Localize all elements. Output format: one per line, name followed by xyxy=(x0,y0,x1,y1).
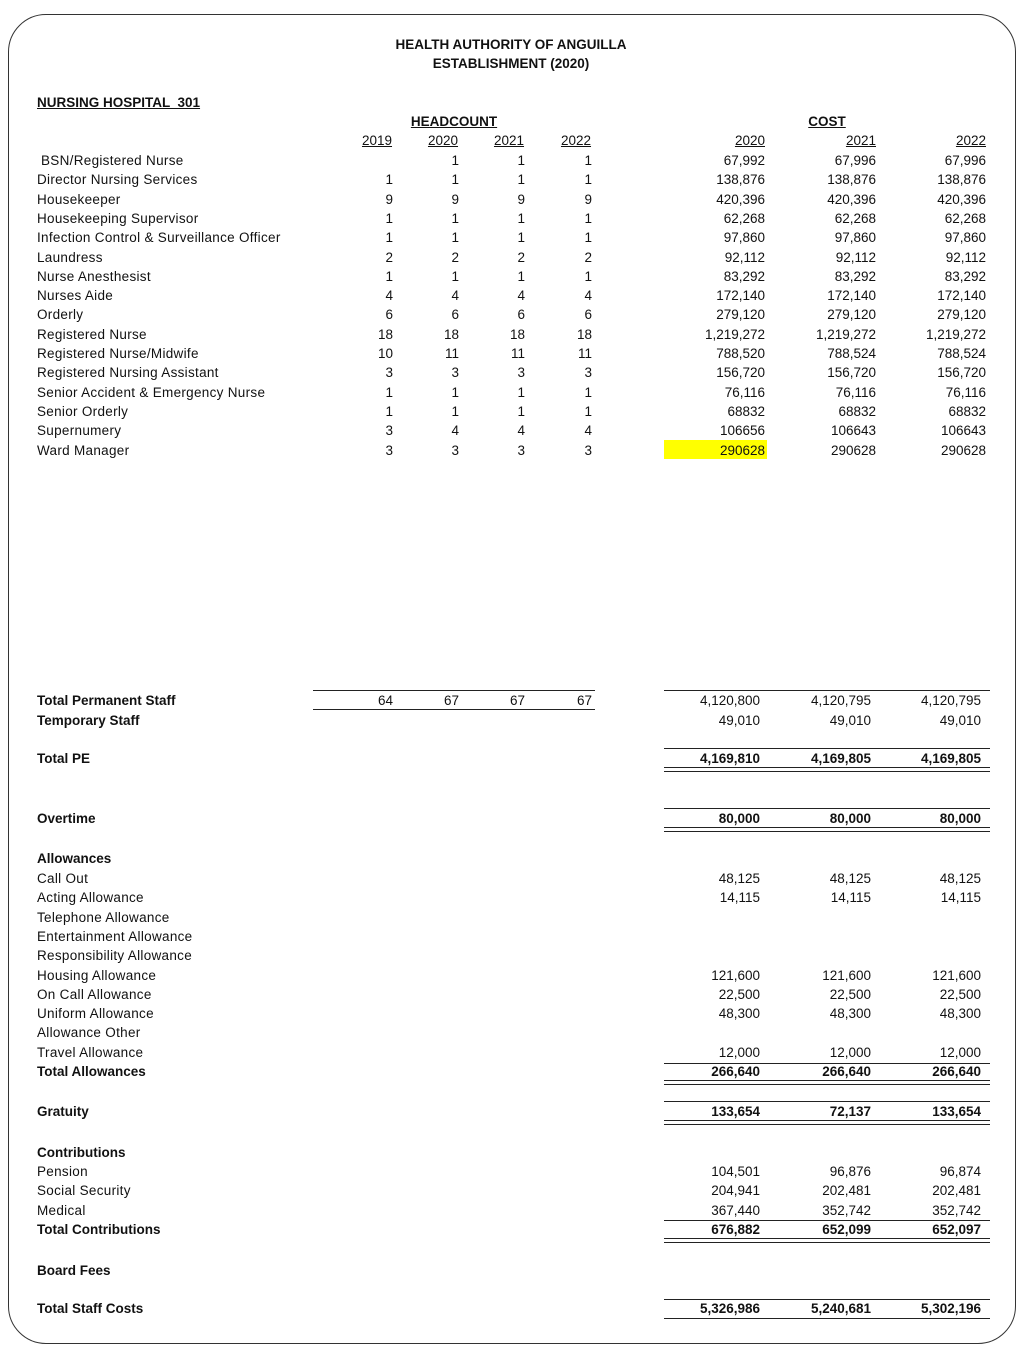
temporary-staff-label: Temporary Staff xyxy=(37,713,140,728)
allowance-label: Housing Allowance xyxy=(37,967,157,983)
row-cost: 290628 xyxy=(940,442,986,458)
allowance-cost: 22,500 xyxy=(718,986,760,1002)
row-cost: 67,996 xyxy=(944,153,986,168)
total-staff-costs-cost: 5,240,681 xyxy=(810,1301,871,1316)
overtime-cost: 80,000 xyxy=(939,811,981,826)
row-cost: 106643 xyxy=(830,423,876,439)
row-label: Ward Manager xyxy=(37,442,130,458)
row-cost: 106643 xyxy=(940,423,986,439)
allowance-cost: 48,300 xyxy=(829,1006,871,1022)
row-cost: 156,720 xyxy=(827,365,876,381)
row-cost: 62,268 xyxy=(834,210,876,226)
row-label: Nurse Anesthesist xyxy=(37,268,151,284)
row-headcount: 1 xyxy=(517,210,525,226)
row-headcount: 1 xyxy=(451,153,459,168)
row-headcount: 4 xyxy=(517,423,525,439)
row-headcount: 3 xyxy=(385,442,393,458)
total-allowances-cost: 266,640 xyxy=(711,1064,760,1079)
double-rule xyxy=(664,1238,990,1243)
row-headcount: 1 xyxy=(385,268,393,284)
total-permanent-hc: 67 xyxy=(576,693,592,708)
total-contributions-cost: 652,097 xyxy=(932,1222,981,1237)
temporary-staff-cost: 49,010 xyxy=(718,713,760,728)
row-label: Nurses Aide xyxy=(37,288,114,304)
row-cost: 279,120 xyxy=(937,307,986,323)
contribution-cost: 96,874 xyxy=(939,1164,981,1179)
row-headcount: 11 xyxy=(510,346,525,361)
allowance-cost: 48,125 xyxy=(829,871,871,886)
document-subtitle: ESTABLISHMENT (2020) xyxy=(432,56,590,71)
allowance-label: Responsibility Allowance xyxy=(37,948,193,964)
headcount-year-2022: 2022 xyxy=(560,133,592,148)
allowance-cost: 12,000 xyxy=(718,1044,760,1060)
board-fees-label: Board Fees xyxy=(37,1263,111,1278)
row-headcount: 1 xyxy=(385,230,393,246)
row-cost: 788,520 xyxy=(716,346,765,361)
row-headcount: 1 xyxy=(584,403,592,419)
row-headcount: 6 xyxy=(517,307,525,323)
allowance-cost: 14,115 xyxy=(719,890,760,906)
overtime-label: Overtime xyxy=(37,811,96,826)
cost-heading: COST xyxy=(808,114,846,129)
allowance-label: Telephone Allowance xyxy=(37,909,170,925)
row-cost: 92,112 xyxy=(835,249,876,265)
allowance-label: Call Out xyxy=(37,871,89,886)
total-contributions-label: Total Contributions xyxy=(37,1222,161,1237)
row-headcount: 4 xyxy=(584,423,592,439)
row-cost: 97,860 xyxy=(944,230,986,246)
row-headcount: 9 xyxy=(517,191,525,207)
row-headcount: 1 xyxy=(451,230,459,246)
total-permanent-cost: 4,120,800 xyxy=(699,693,760,708)
contribution-cost: 202,481 xyxy=(822,1183,871,1199)
row-cost: 97,860 xyxy=(834,230,876,246)
allowance-label: Uniform Allowance xyxy=(37,1006,154,1022)
temporary-staff-cost: 49,010 xyxy=(939,713,981,728)
row-cost: 62,268 xyxy=(723,210,765,226)
row-headcount: 1 xyxy=(584,153,592,168)
overtime-cost: 80,000 xyxy=(718,811,760,826)
row-headcount: 1 xyxy=(517,268,525,284)
section-title: NURSING HOSPITAL 301 xyxy=(37,95,201,110)
document-title: HEALTH AUTHORITY OF ANGUILLA xyxy=(395,37,627,52)
cost-year-2021: 2021 xyxy=(845,133,876,148)
row-headcount: 3 xyxy=(451,365,459,381)
total-permanent-hc: 67 xyxy=(443,693,459,708)
row-headcount: 1 xyxy=(385,172,393,188)
row-headcount: 1 xyxy=(517,384,525,400)
gratuity-cost: 133,654 xyxy=(711,1104,760,1119)
row-headcount: 1 xyxy=(584,230,592,246)
contribution-label: Medical xyxy=(37,1202,86,1218)
row-cost: 138,876 xyxy=(937,172,986,188)
allowances-heading: Allowances xyxy=(37,851,112,866)
row-cost: 1,219,272 xyxy=(815,326,876,342)
row-headcount: 3 xyxy=(451,442,459,458)
row-headcount: 1 xyxy=(385,384,393,400)
total-allowances-cost: 266,640 xyxy=(932,1064,981,1079)
row-cost: 420,396 xyxy=(937,191,986,207)
contribution-cost: 96,876 xyxy=(829,1164,871,1179)
rule xyxy=(664,1220,990,1221)
total-allowances-cost: 266,640 xyxy=(822,1064,871,1079)
gratuity-cost: 72,137 xyxy=(829,1104,871,1119)
row-headcount: 1 xyxy=(385,403,393,419)
allowance-cost: 48,125 xyxy=(718,871,760,886)
row-headcount: 3 xyxy=(517,442,525,458)
row-cost: 172,140 xyxy=(716,288,765,304)
row-headcount: 4 xyxy=(385,288,393,304)
row-headcount: 18 xyxy=(509,326,525,342)
row-headcount: 4 xyxy=(451,288,459,304)
row-cost: 76,116 xyxy=(835,384,876,400)
allowance-label: Allowance Other xyxy=(37,1025,141,1041)
row-headcount: 2 xyxy=(451,249,459,265)
cost-year-2020: 2020 xyxy=(734,133,765,148)
total-permanent-label: Total Permanent Staff xyxy=(37,693,176,708)
overtime-cost: 80,000 xyxy=(829,811,871,826)
row-headcount: 10 xyxy=(377,346,393,361)
row-headcount: 2 xyxy=(584,249,592,265)
row-cost: 83,292 xyxy=(834,268,876,284)
total-staff-costs-cost: 5,302,196 xyxy=(920,1301,981,1316)
row-cost: 420,396 xyxy=(827,191,876,207)
row-headcount: 3 xyxy=(385,365,393,381)
row-headcount: 1 xyxy=(385,210,393,226)
rule xyxy=(664,1318,990,1319)
row-label: Senior Orderly xyxy=(37,403,129,419)
row-headcount: 18 xyxy=(576,326,592,342)
allowance-label: Acting Allowance xyxy=(37,890,144,906)
rule xyxy=(664,1299,990,1300)
rule xyxy=(664,1101,990,1102)
allowance-cost: 48,125 xyxy=(939,871,981,886)
headcount-heading: HEADCOUNT xyxy=(410,114,498,129)
allowance-cost: 12,000 xyxy=(829,1044,871,1060)
contributions-heading: Contributions xyxy=(37,1145,126,1160)
allowance-label: Travel Allowance xyxy=(37,1044,144,1060)
row-headcount: 11 xyxy=(444,346,459,361)
row-headcount: 9 xyxy=(451,191,459,207)
allowance-cost: 48,300 xyxy=(939,1006,981,1022)
row-headcount: 3 xyxy=(517,365,525,381)
row-label: Director Nursing Services xyxy=(37,172,198,188)
total-pe-cost: 4,169,805 xyxy=(920,751,981,766)
row-headcount: 18 xyxy=(443,326,459,342)
total-permanent-hc: 67 xyxy=(509,693,525,708)
double-rule xyxy=(664,1120,990,1125)
cost-year-2022: 2022 xyxy=(955,133,986,148)
row-label: Registered Nurse/Midwife xyxy=(37,346,199,361)
allowance-cost: 121,600 xyxy=(711,967,760,983)
row-cost: 279,120 xyxy=(827,307,876,323)
row-headcount: 1 xyxy=(584,210,592,226)
contribution-label: Social Security xyxy=(37,1183,131,1199)
row-label: Housekeeping Supervisor xyxy=(37,210,199,226)
gratuity-label: Gratuity xyxy=(37,1104,89,1119)
row-cost: 106656 xyxy=(719,423,765,439)
row-headcount: 1 xyxy=(451,403,459,419)
double-rule xyxy=(664,767,990,772)
contribution-cost: 352,742 xyxy=(822,1202,871,1218)
total-permanent-hc: 64 xyxy=(377,693,393,708)
row-cost: 156,720 xyxy=(716,365,765,381)
row-cost: 172,140 xyxy=(827,288,876,304)
row-headcount: 6 xyxy=(451,307,459,323)
row-headcount: 2 xyxy=(385,249,393,265)
contribution-label: Pension xyxy=(37,1164,88,1179)
row-headcount: 11 xyxy=(577,346,592,361)
row-cost: 290628 xyxy=(719,442,765,458)
row-cost: 76,116 xyxy=(945,384,986,400)
row-cost: 138,876 xyxy=(716,172,765,188)
row-cost: 67,992 xyxy=(723,153,765,168)
row-headcount: 3 xyxy=(584,442,592,458)
row-cost: 67,996 xyxy=(834,153,876,168)
row-headcount: 1 xyxy=(584,172,592,188)
row-cost: 788,524 xyxy=(937,346,986,361)
row-headcount: 1 xyxy=(517,230,525,246)
total-pe-label: Total PE xyxy=(37,751,91,766)
row-headcount: 18 xyxy=(377,326,393,342)
row-headcount: 1 xyxy=(584,384,592,400)
allowance-cost: 22,500 xyxy=(939,986,981,1002)
row-cost: 788,524 xyxy=(827,346,876,361)
row-cost: 97,860 xyxy=(723,230,765,246)
row-headcount: 1 xyxy=(451,384,459,400)
row-cost: 279,120 xyxy=(716,307,765,323)
row-label: Registered Nursing Assistant xyxy=(37,365,219,381)
row-cost: 76,116 xyxy=(724,384,765,400)
row-headcount: 4 xyxy=(584,288,592,304)
contribution-cost: 352,742 xyxy=(932,1202,981,1218)
contribution-cost: 204,941 xyxy=(711,1183,760,1199)
row-headcount: 1 xyxy=(451,210,459,226)
temporary-staff-cost: 49,010 xyxy=(829,713,871,728)
row-headcount: 6 xyxy=(584,307,592,323)
allowance-label: On Call Allowance xyxy=(37,986,152,1002)
row-headcount: 1 xyxy=(584,268,592,284)
row-label: Registered Nurse xyxy=(37,326,147,342)
row-cost: 138,876 xyxy=(827,172,876,188)
row-label: Housekeeper xyxy=(37,191,121,207)
row-headcount: 1 xyxy=(517,403,525,419)
row-cost: 156,720 xyxy=(937,365,986,381)
row-headcount: 3 xyxy=(385,423,393,439)
row-cost: 83,292 xyxy=(944,268,986,284)
allowance-cost: 121,600 xyxy=(932,967,981,983)
row-headcount: 9 xyxy=(584,191,592,207)
total-contributions-cost: 676,882 xyxy=(711,1222,760,1237)
contribution-cost: 367,440 xyxy=(711,1202,760,1218)
row-headcount: 1 xyxy=(451,268,459,284)
row-cost: 420,396 xyxy=(716,191,765,207)
row-cost: 68832 xyxy=(838,403,876,419)
row-cost: 68832 xyxy=(948,403,986,419)
row-cost: 83,292 xyxy=(723,268,765,284)
row-label: Orderly xyxy=(37,307,84,323)
row-cost: 92,112 xyxy=(724,249,765,265)
double-rule xyxy=(664,1080,990,1085)
row-label: Infection Control & Surveillance Officer xyxy=(37,230,281,246)
headcount-year-2019: 2019 xyxy=(361,133,393,148)
row-headcount: 2 xyxy=(517,249,525,265)
allowance-cost: 121,600 xyxy=(822,967,871,983)
rule xyxy=(664,808,990,809)
row-cost: 92,112 xyxy=(945,249,986,265)
gratuity-cost: 133,654 xyxy=(932,1104,981,1119)
row-headcount: 4 xyxy=(451,423,459,439)
total-permanent-cost: 4,120,795 xyxy=(810,693,871,708)
total-permanent-cost: 4,120,795 xyxy=(920,693,981,708)
total-allowances-label: Total Allowances xyxy=(37,1064,146,1079)
headcount-year-2020: 2020 xyxy=(427,133,459,148)
row-headcount: 6 xyxy=(385,307,393,323)
contribution-cost: 104,501 xyxy=(711,1164,760,1179)
row-headcount: 1 xyxy=(517,172,525,188)
row-headcount: 1 xyxy=(451,172,459,188)
allowance-cost: 14,115 xyxy=(830,890,871,906)
total-staff-costs-label: Total Staff Costs xyxy=(37,1301,144,1316)
total-contributions-cost: 652,099 xyxy=(822,1222,871,1237)
row-cost: 290628 xyxy=(830,442,876,458)
rule xyxy=(664,748,990,749)
rule xyxy=(313,709,595,710)
row-label: Supernumery xyxy=(37,423,122,439)
row-cost: 62,268 xyxy=(944,210,986,226)
row-cost: 1,219,272 xyxy=(704,326,765,342)
allowance-cost: 22,500 xyxy=(829,986,871,1002)
rule xyxy=(313,690,595,691)
row-cost: 68832 xyxy=(727,403,765,419)
allowance-cost: 14,115 xyxy=(940,890,981,906)
allowance-label: Entertainment Allowance xyxy=(37,928,193,944)
total-pe-cost: 4,169,805 xyxy=(810,751,871,766)
row-headcount: 4 xyxy=(517,288,525,304)
headcount-year-2021: 2021 xyxy=(493,133,525,148)
total-pe-cost: 4,169,810 xyxy=(699,751,760,766)
row-label: Laundress xyxy=(37,249,103,265)
row-headcount: 1 xyxy=(517,153,525,168)
row-cost: 172,140 xyxy=(937,288,986,304)
row-headcount: 3 xyxy=(584,365,592,381)
row-label: Senior Accident & Emergency Nurse xyxy=(37,384,266,400)
row-headcount: 9 xyxy=(385,191,393,207)
rule xyxy=(664,690,990,691)
row-cost: 1,219,272 xyxy=(925,326,986,342)
allowance-cost: 48,300 xyxy=(718,1006,760,1022)
contribution-cost: 202,481 xyxy=(932,1183,981,1199)
double-rule xyxy=(664,827,990,832)
total-staff-costs-cost: 5,326,986 xyxy=(699,1301,760,1316)
row-label: BSN/Registered Nurse xyxy=(41,153,184,168)
allowance-cost: 12,000 xyxy=(939,1044,981,1060)
